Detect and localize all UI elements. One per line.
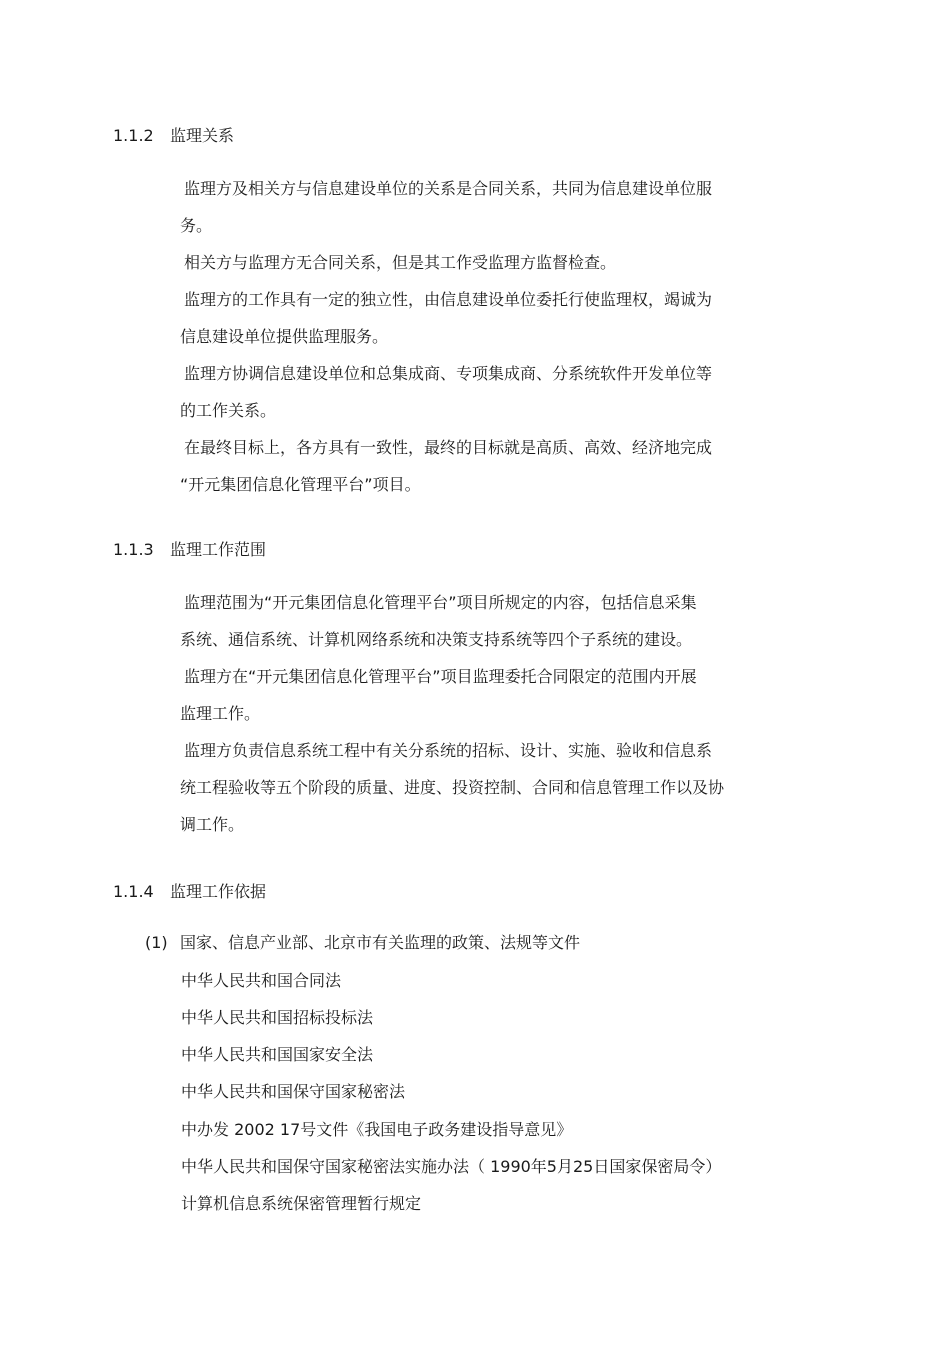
paragraph-line: 务。 xyxy=(180,216,213,235)
paragraph-line: 监理方及相关方与信息建设单位的关系是合同关系，共同为信息建设单位服 xyxy=(184,179,713,198)
list-title: 国家、信息产业部、北京市有关监理的政策、法规等文件 xyxy=(180,933,581,952)
section-title: 监理工作范围 xyxy=(170,540,267,559)
section-heading-1-1-4 xyxy=(113,882,266,902)
section-title: 监理关系 xyxy=(170,126,235,145)
paragraph-line: 的工作关系。 xyxy=(180,401,277,420)
paragraph-line: 信息建设单位提供监理服务。 xyxy=(180,327,389,346)
list-heading xyxy=(145,933,580,953)
section-body-1-1-2 xyxy=(180,170,790,503)
list-item: 中华人民共和国保守国家秘密法实施办法（ 1990年5月25日国家保密局令） xyxy=(181,1157,722,1176)
paragraph-line: 监理方在“开元集团信息化管理平台”项目监理委托合同限定的范围内开展 xyxy=(184,667,697,686)
paragraph-line: 相关方与监理方无合同关系，但是其工作受监理方监督检查。 xyxy=(184,253,617,272)
section-number: 1.1.3 xyxy=(113,540,154,559)
section-heading-1-1-3 xyxy=(113,540,266,560)
list-number: (1) xyxy=(145,933,168,952)
list-item: 中华人民共和国保守国家秘密法 xyxy=(181,1082,406,1101)
paragraph-line: 监理范围为“开元集团信息化管理平台”项目所规定的内容，包括信息采集 xyxy=(184,593,697,612)
paragraph-line: 监理方协调信息建设单位和总集成商、专项集成商、分系统软件开发单位等 xyxy=(184,364,713,383)
paragraph-line: 监理工作。 xyxy=(180,704,261,723)
paragraph-line: “开元集团信息化管理平台”项目。 xyxy=(180,475,421,494)
list-item: 中办发 2002 17号文件《我国电子政务建设指导意见》 xyxy=(181,1120,573,1139)
paragraph-line: 系统、通信系统、计算机网络系统和决策支持系统等四个子系统的建设。 xyxy=(180,630,693,649)
section-heading-1-1-2 xyxy=(113,126,234,146)
paragraph-line: 调工作。 xyxy=(180,815,245,834)
paragraph-line: 监理方负责信息系统工程中有关分系统的招标、设计、实施、验收和信息系 xyxy=(184,741,713,760)
paragraph-line: 监理方的工作具有一定的独立性，由信息建设单位委托行使监理权，竭诚为 xyxy=(184,290,713,309)
section-number: 1.1.2 xyxy=(113,126,154,145)
list-item: 中华人民共和国合同法 xyxy=(181,971,342,990)
list-item: 中华人民共和国招标投标法 xyxy=(181,1008,374,1027)
paragraph-line: 在最终目标上，各方具有一致性，最终的目标就是高质、高效、经济地完成 xyxy=(184,438,713,457)
section-title: 监理工作依据 xyxy=(170,882,267,901)
section-number: 1.1.4 xyxy=(113,882,154,901)
list-item: 中华人民共和国国家安全法 xyxy=(181,1045,374,1064)
list-item: 计算机信息系统保密管理暂行规定 xyxy=(181,1194,422,1213)
section-body-1-1-3 xyxy=(180,584,790,843)
paragraph-line: 统工程验收等五个阶段的质量、进度、投资控制、合同和信息管理工作以及协 xyxy=(180,778,725,797)
